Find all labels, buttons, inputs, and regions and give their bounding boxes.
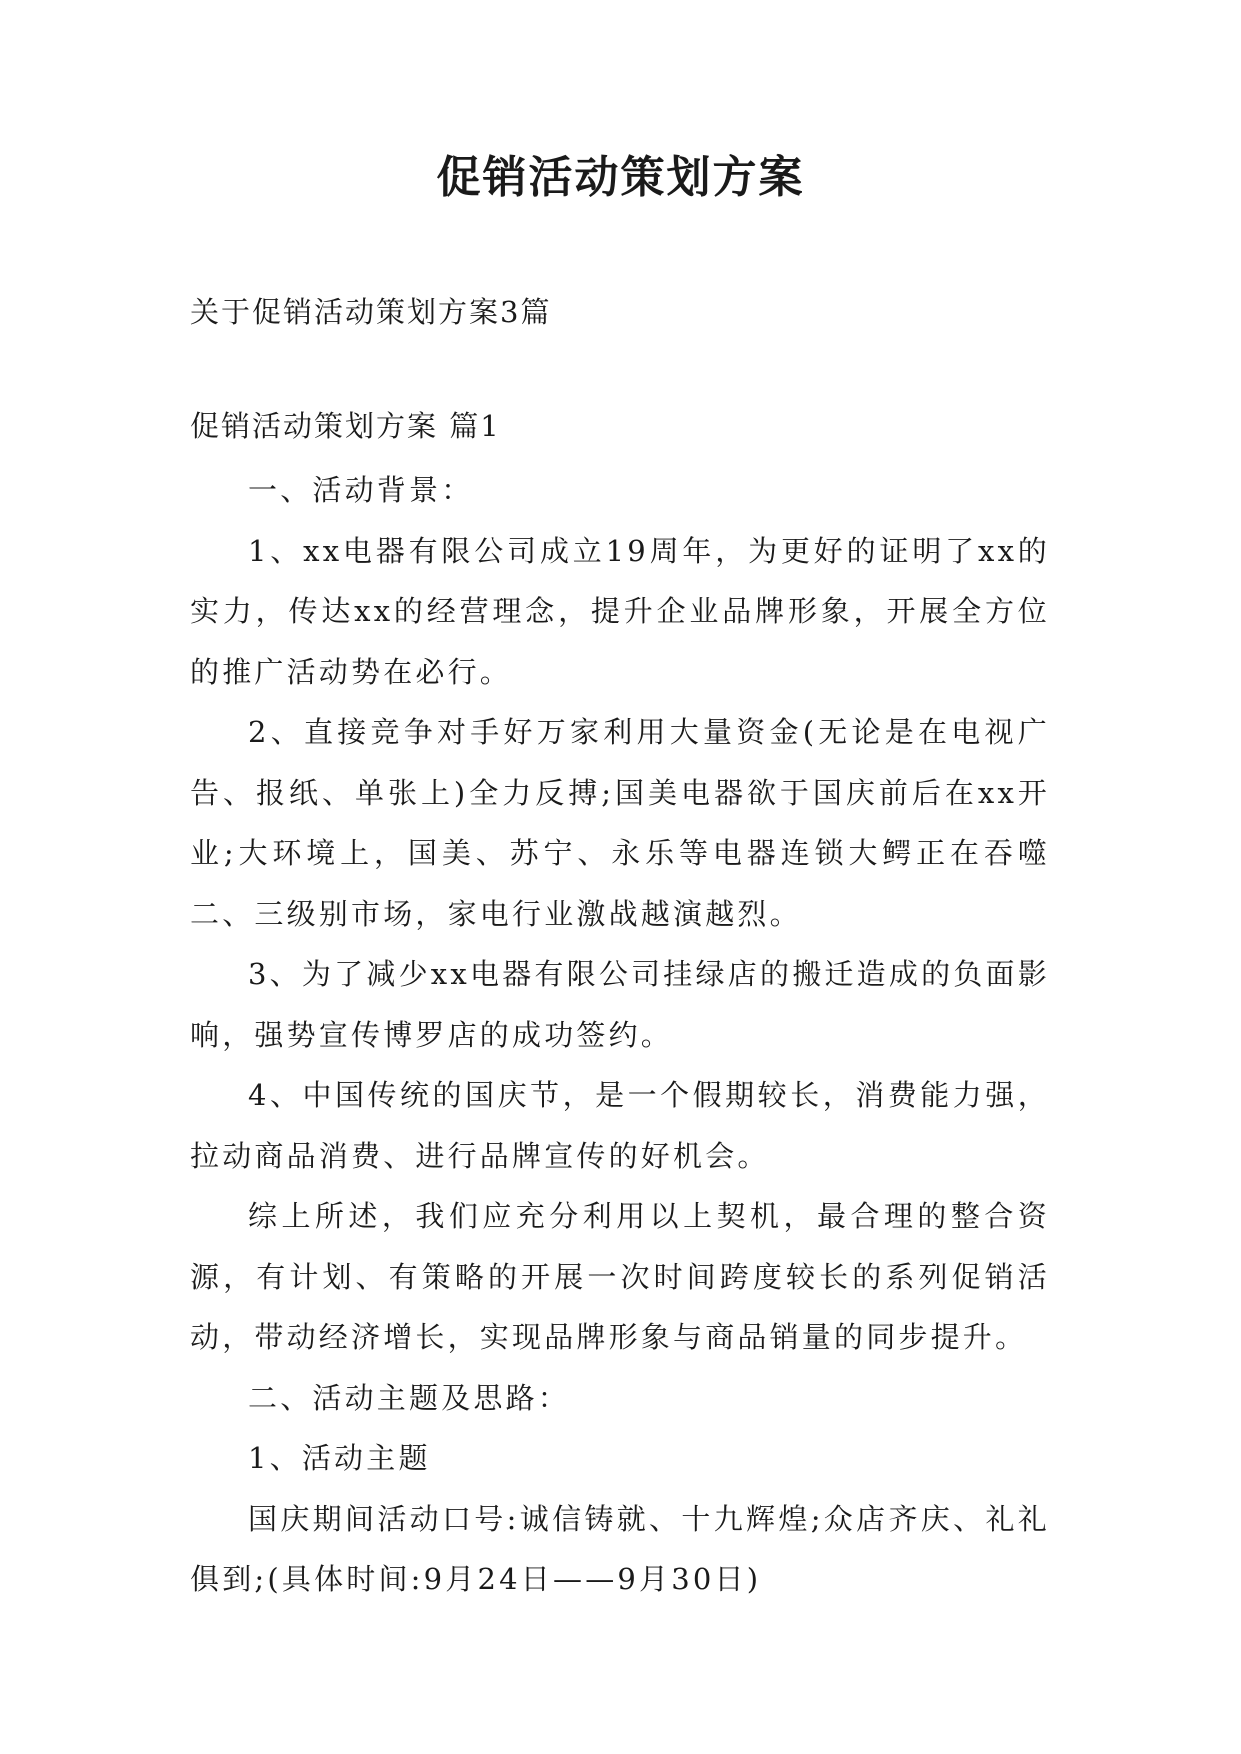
paragraph-background-1: 1、xx电器有限公司成立19周年，为更好的证明了xx的实力，传达xx的经营理念，提升企业品牌形象，开展全方位的推广活动势在必行。 — [190, 533, 1050, 689]
heading-theme-and-approach: 二、活动主题及思路： — [248, 1380, 571, 1415]
heading-activity-background: 一、活动背景： — [248, 473, 474, 507]
paragraph-background-4: 4、中国传统的国庆节，是一个假期较长，消费能力强，拉动商品消费、进行品牌宣传的好机会。 — [190, 1078, 1050, 1173]
paragraph-slogan: 国庆期间活动口号:诚信铸就、十九辉煌;众店齐庆、礼礼俱到;(具体时间:9月24日——9月30日) — [190, 1501, 1050, 1596]
heading-activity-theme: 1、活动主题 — [248, 1441, 431, 1475]
section-heading: 促销活动策划方案 篇1 — [190, 409, 501, 443]
document-body — [190, 460, 1050, 1610]
paragraph-summary: 综上所述，我们应充分利用以上契机，最合理的整合资源，有计划、有策略的开展一次时间跨度较长的系列促销活动，带动经济增长，实现品牌形象与商品销量的同步提升。 — [190, 1199, 1050, 1354]
paragraph-background-3: 3、为了减少xx电器有限公司挂绿店的搬迁造成的负面影响，强势宣传博罗店的成功签约。 — [190, 957, 1050, 1052]
paragraph-background-2: 2、直接竞争对手好万家利用大量资金(无论是在电视广告、报纸、单张上)全力反搏;国美电器欲于国庆前后在xx开业;大环境上，国美、苏宁、永乐等电器连锁大鳄正在吞噬二、三级别市场，家电行业激战越演越烈。 — [190, 715, 1050, 931]
document-title: 促销活动策划方案 — [436, 152, 805, 203]
document-subtitle: 关于促销活动策划方案3篇 — [190, 295, 552, 329]
